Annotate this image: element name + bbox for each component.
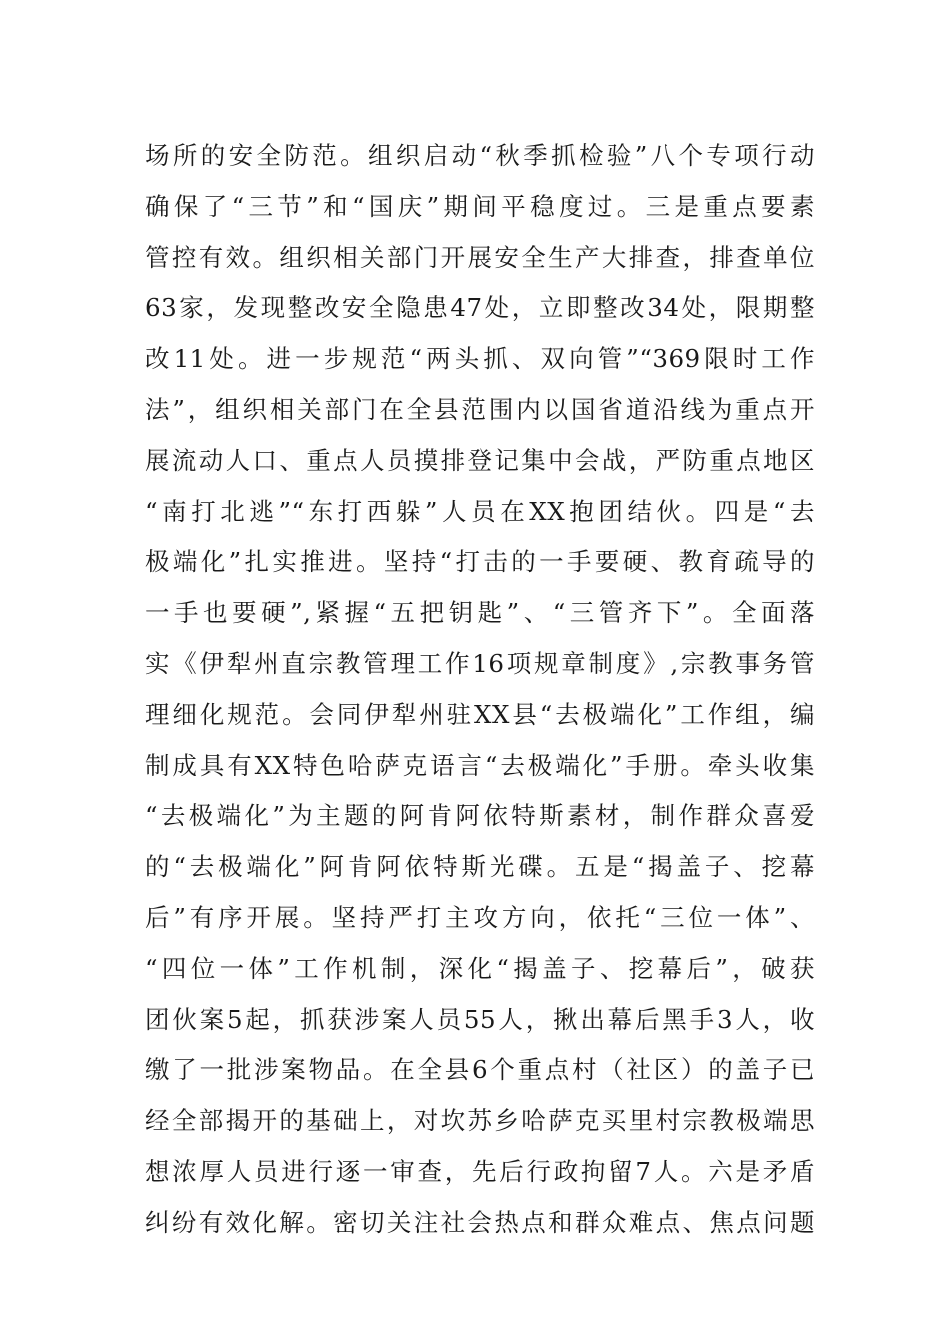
text-line: 经全部揭开的基础上，对坎苏乡哈萨克买里村宗教极端思 xyxy=(145,1106,815,1136)
text-line: 展流动人口、重点人员摸排登记集中会战，严防重点地区 xyxy=(145,445,815,475)
text-line: 极端化”扎实推进。坚持“打击的一手要硬、教育疏导的 xyxy=(145,547,815,577)
text-line: 一手也要硬”,紧握“五把钥匙”、“三管齐下”。全面落 xyxy=(145,598,815,628)
text-line: 想浓厚人员进行逐一审查，先后行政拘留7人。六是矛盾 xyxy=(145,1156,815,1186)
text-line: 63家，发现整改安全隐患47处，立即整改34处，限期整 xyxy=(145,293,815,323)
text-line: “去极端化”为主题的阿肯阿依特斯素材，制作群众喜爱 xyxy=(145,801,815,831)
text-line: 团伙案5起，抓获涉案人员55人，揪出幕后黑手3人，收 xyxy=(145,1004,815,1034)
text-line: 实《伊犁州直宗教管理工作16项规章制度》,宗教事务管 xyxy=(145,648,815,678)
text-line: 制成具有XX特色哈萨克语言“去极端化”手册。牵头收集 xyxy=(145,750,815,780)
text-line: 场所的安全防范。组织启动“秋季抓检验”八个专项行动 xyxy=(145,141,815,170)
body-text xyxy=(145,131,815,1249)
text-line: 确保了“三节”和“国庆”期间平稳度过。三是重点要素 xyxy=(145,191,815,221)
text-line: “南打北逃”“东打西躲”人员在XX抱团结伙。四是“去 xyxy=(145,496,815,526)
text-line: 后”有序开展。坚持严打主攻方向，依托“三位一体”、 xyxy=(145,902,815,932)
text-line: 法”，组织相关部门在全县范围内以国省道沿线为重点开 xyxy=(145,394,815,424)
text-line: 管控有效。组织相关部门开展安全生产大排查，排查单位 xyxy=(145,242,815,272)
text-line: “四位一体”工作机制，深化“揭盖子、挖幕后”，破获 xyxy=(145,953,815,983)
text-line: 缴了一批涉案物品。在全县6个重点村（社区）的盖子已 xyxy=(145,1055,815,1085)
text-line: 改11处。进一步规范“两头抓、双向管”“369限时工作 xyxy=(145,344,815,374)
text-line: 的“去极端化”阿肯阿依特斯光碟。五是“揭盖子、挖幕 xyxy=(145,852,815,882)
text-line: 理细化规范。会同伊犁州驻XX县“去极端化”工作组，编 xyxy=(145,699,815,729)
text-line: 纠纷有效化解。密切关注社会热点和群众难点、焦点问题 xyxy=(145,1207,815,1237)
